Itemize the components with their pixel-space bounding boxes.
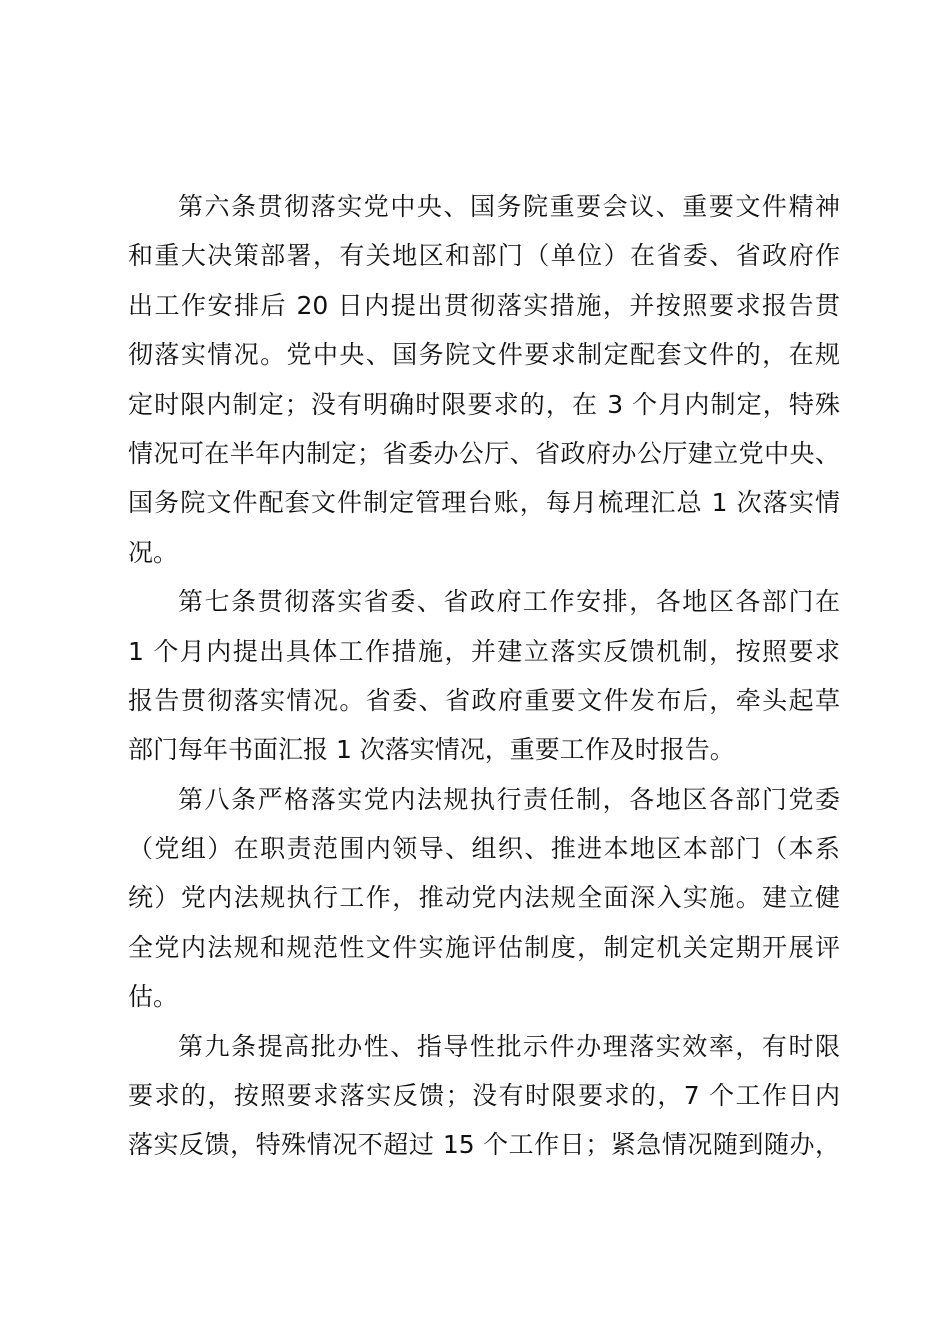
- text-line: 落实反馈，特殊情况不超过 15 个工作日；紧急情况随到随办，: [128, 1130, 840, 1160]
- text-line: 定时限内制定；没有明确时限要求的，在 3 个月内制定，特殊: [128, 389, 840, 419]
- text-line: 况。: [128, 537, 179, 567]
- text-line: 统）党内法规执行工作，推动党内法规全面深入实施。建立健: [128, 883, 840, 913]
- text-line: 第七条贯彻落实省委、省政府工作安排，各地区各部门在: [178, 587, 840, 617]
- text-line: 报告贯彻落实情况。省委、省政府重要文件发布后，牵头起草: [128, 685, 840, 715]
- text-line: 部门每年书面汇报 1 次落实情况，重要工作及时报告。: [128, 735, 735, 765]
- text-line: 出工作安排后 20 日内提出贯彻落实措施，并按照要求报告贯: [128, 290, 840, 320]
- paragraph-article-7: [128, 577, 840, 775]
- text-line: 估。: [128, 982, 179, 1012]
- text-line: 1 个月内提出具体工作措施，并建立落实反馈机制，按照要求: [128, 636, 840, 666]
- text-line: 第九条提高批办性、指导性批示件办理落实效率，有时限: [178, 1031, 840, 1061]
- text-line: 第六条贯彻落实党中央、国务院重要会议、重要文件精神: [178, 192, 840, 221]
- text-line: 彻落实情况。党中央、国务院文件要求制定配套文件的，在规: [128, 340, 840, 370]
- paragraph-article-8: [128, 775, 840, 1022]
- text-line: 情况可在半年内制定；省委办公厅、省政府办公厅建立党中央、: [128, 438, 840, 468]
- text-line: 和重大决策部署，有关地区和部门（单位）在省委、省政府作: [128, 241, 840, 271]
- paragraph-article-9: [128, 1022, 840, 1170]
- text-line: 全党内法规和规范性文件实施评估制度，制定机关定期开展评: [128, 932, 840, 962]
- text-line: 第八条严格落实党内法规执行责任制，各地区各部门党委: [178, 784, 840, 814]
- text-line: 国务院文件配套文件制定管理台账，每月梳理汇总 1 次落实情: [128, 488, 840, 518]
- text-line: 要求的，按照要求落实反馈；没有时限要求的，7 个工作日内: [128, 1081, 840, 1111]
- paragraph-article-6: [128, 182, 840, 577]
- document-body: [128, 182, 840, 1170]
- text-line: （党组）在职责范围内领导、组织、推进本地区本部门（本系: [128, 834, 840, 864]
